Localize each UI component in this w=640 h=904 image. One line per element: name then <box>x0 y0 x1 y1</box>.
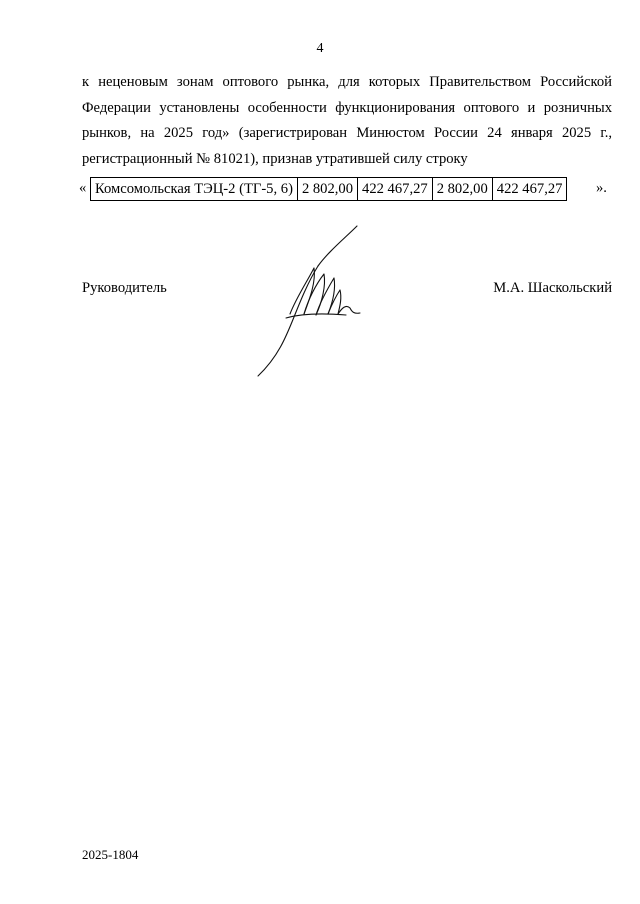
body-text-line: Федерации установлены особенности функционирования оптового и розничных <box>82 99 612 116</box>
body-text-line: к неценовым зонам оптового рынка, для которых Правительством Российской <box>82 74 612 90</box>
signatory-name: М.А. Шаскольский <box>493 280 612 296</box>
table-row <box>91 178 567 201</box>
tariff-row-table <box>90 177 567 201</box>
body-text-line: регистрационный № 81021), признав утратившей силу строку <box>82 150 468 167</box>
body-text <box>82 70 612 172</box>
document-code: 2025-1804 <box>82 847 139 862</box>
page-number: 4 <box>316 41 324 56</box>
table-cell-station-name: Комсомольская ТЭЦ-2 (ТГ-5, 6) <box>91 178 298 201</box>
body-text-line: рынков, на 2025 год» (зарегистрирован Минюстом России 24 января 2025 г., <box>82 125 612 141</box>
table-cell-value: 2 802,00 <box>432 178 492 201</box>
opening-quote: « <box>79 180 87 196</box>
table-cell-value: 422 467,27 <box>358 178 433 201</box>
signatory-position: Руководитель <box>82 280 167 296</box>
handwritten-signature <box>250 222 365 382</box>
closing-quote: ». <box>596 180 607 196</box>
table-cell-value: 2 802,00 <box>297 178 357 201</box>
table-cell-value: 422 467,27 <box>492 178 567 201</box>
